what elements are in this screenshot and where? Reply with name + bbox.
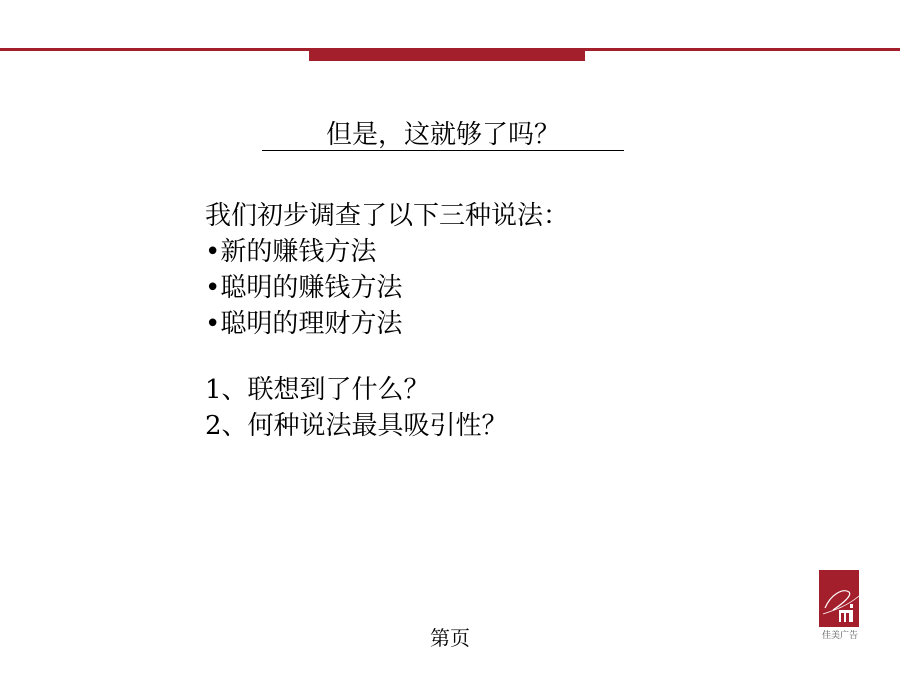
slide-body: [205, 198, 569, 444]
bullet-item: •新的赚钱方法: [205, 237, 377, 267]
logo-glyph-icon: [819, 570, 859, 627]
question-item: 1、联想到了什么？: [205, 375, 430, 405]
page-number-label: 第页: [430, 626, 470, 650]
title-underline: [262, 150, 624, 151]
slide-title: 但是，这就够了吗？: [325, 120, 560, 150]
header-accent-bar: [309, 51, 585, 61]
logo-mark: [819, 570, 859, 627]
spacer: [205, 342, 569, 372]
question-item: 2、何种说法最具吸引性？: [205, 411, 508, 441]
intro-text: 我们初步调查了以下三种说法：: [205, 201, 570, 231]
bullet-item: •聪明的赚钱方法: [205, 273, 403, 303]
bullet-item: •聪明的理财方法: [205, 309, 403, 339]
company-logo: [819, 570, 861, 640]
logo-caption: 佳美广告: [821, 631, 858, 641]
